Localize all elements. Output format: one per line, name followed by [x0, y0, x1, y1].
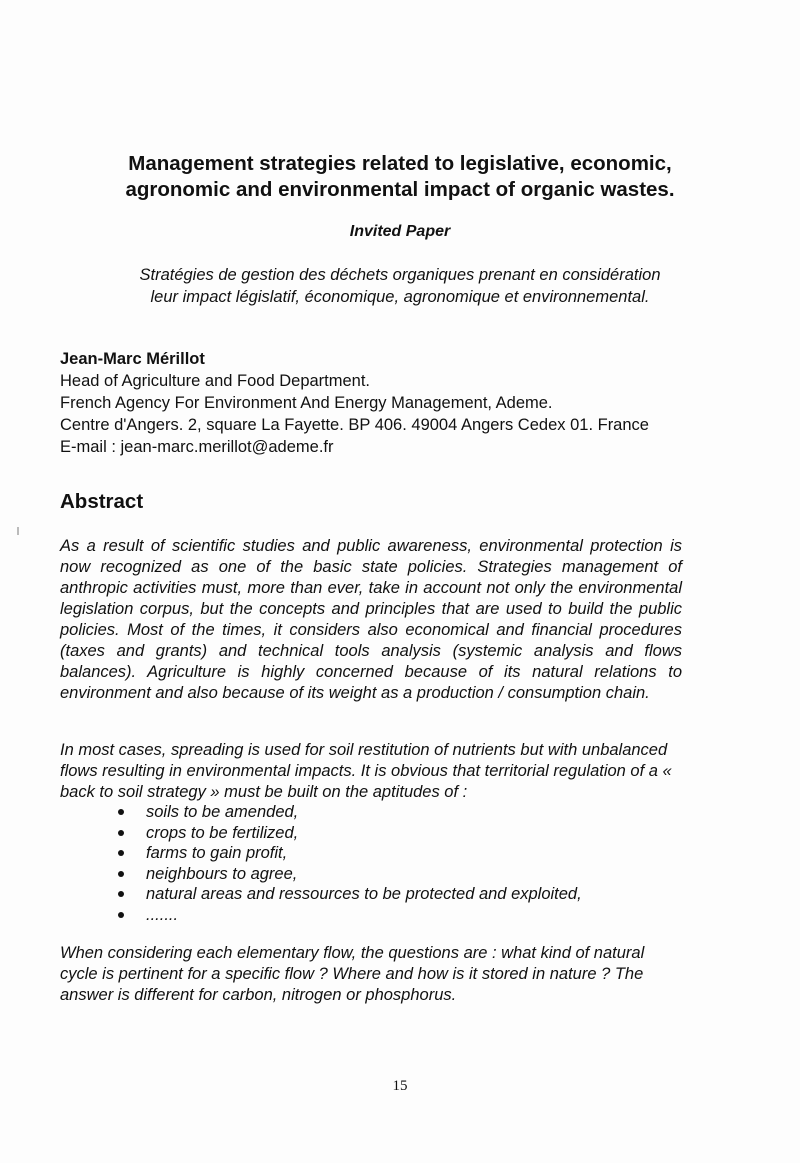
list-item	[118, 843, 582, 864]
french-title-line-1: Stratégies de gestion des déchets organiques prenant en considération	[139, 266, 661, 284]
abstract-paragraph-3: When considering each elementary flow, the questions are : what kind of natural cycle is pertinent for a specific flow ? Where and how is it stored in nature ? The answer is different for carbon, nitrogen or phosphorus.	[60, 944, 645, 1004]
list-item-text: farms to gain profit,	[146, 844, 288, 862]
page-number: 15	[392, 1078, 408, 1094]
bullet-icon	[118, 912, 124, 918]
list-item-text: crops to be fertilized,	[146, 823, 299, 842]
author-name: Jean-Marc Mérillot	[60, 350, 205, 368]
list-item	[118, 864, 582, 885]
list-item	[118, 823, 582, 844]
paper-title	[100, 151, 700, 203]
list-item-text: natural areas and ressources to be protected and exploited,	[146, 885, 582, 903]
abstract-paragraph-1: As a result of scientific studies and public awareness, environmental protection is now recognized as one of the basic state policies. Strategies management of anthropic activities must, more than ever, take in account not only the environmental legislation corpus, but the concepts and principles that are used to build the public policies. Most of the times, it considers also economical and financial procedures (taxes and grants) and technical tools analysis (systemic analysis and flows balances). Agriculture is highly concerned because of its natural relations to environment and also because of its weight as a production / consumption chain.	[60, 537, 682, 702]
list-item-text: neighbours to agree,	[146, 864, 298, 883]
author-position: Head of Agriculture and Food Department.	[60, 372, 371, 390]
author-agency: French Agency For Environment And Energy Management, Ademe.	[60, 394, 553, 412]
french-title-line-2: leur impact législatif, économique, agronomique et environnemental.	[150, 288, 650, 306]
author-email: E-mail : jean-marc.merillot@ademe.fr	[60, 438, 334, 456]
bullet-icon	[118, 871, 124, 877]
paper-title-line-2: agronomic and environmental impact of organic wastes.	[125, 178, 675, 201]
french-title	[100, 264, 700, 308]
author-address: Centre d'Angers. 2, square La Fayette. BP 406. 49004 Angers Cedex 01. France	[60, 416, 649, 434]
bullet-icon	[118, 830, 124, 836]
paper-type-label: Invited Paper	[349, 223, 451, 240]
list-item	[118, 802, 582, 823]
list-item	[118, 884, 582, 905]
list-item	[118, 905, 582, 926]
scan-margin-mark	[17, 527, 19, 535]
paper-title-line-1: Management strategies related to legislative, economic,	[128, 152, 672, 175]
list-item-text: .......	[146, 905, 179, 924]
abstract-paragraph-2: In most cases, spreading is used for soil restitution of nutrients but with unbalanced flows resulting in environmental impacts. It is obvious that territorial regulation of a « back to soil strategy » must be built on the aptitudes of :	[60, 741, 672, 801]
abstract-heading: Abstract	[60, 490, 144, 513]
author-block	[60, 348, 720, 458]
aptitudes-list	[118, 802, 582, 925]
bullet-icon	[118, 891, 124, 897]
list-item-text: soils to be amended,	[146, 803, 299, 821]
bullet-icon	[118, 809, 124, 815]
bullet-icon	[118, 850, 124, 856]
